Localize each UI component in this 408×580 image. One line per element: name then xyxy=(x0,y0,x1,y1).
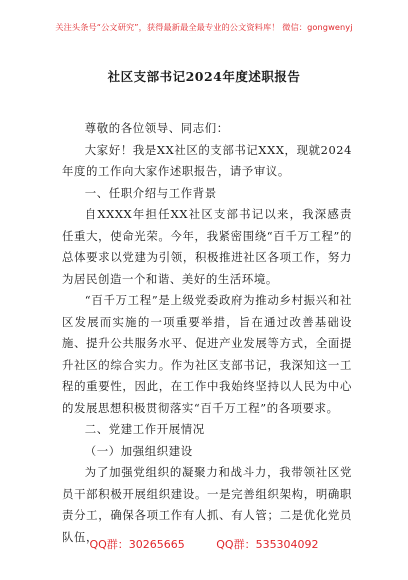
section-heading-1: 一、任职介绍与工作背景 xyxy=(84,185,217,200)
paragraph-appointment: 自XXXX年担任XX社区支部书记以来，我深感责任重大，使命光荣。今年，我紧密围绕“百千万工程”的总体要求以党建为引领，积极推进社区各项工作，努力为居民创造一个和谐、美好的生活环境。 xyxy=(62,207,352,286)
section-heading-2: 二、党建工作开展情况 xyxy=(84,422,205,436)
paragraph-organization: 为了加强党组织的凝聚力和战斗力，我带领社区党员干部积极开展组织建设。一是完善组织架构，明确职责分工，确保各项工作有人抓、有人管；二是优化党员队伍， xyxy=(62,465,352,544)
paragraph-intro: 大家好！我是XX社区的支部书记XXX，现就2024年度的工作向大家作述职报告，请予审议。 xyxy=(62,142,352,178)
salutation: 尊敬的各位领导、同志们： xyxy=(84,121,229,135)
subsection-heading-1: （一）加强组织建设 xyxy=(84,443,193,458)
document-title: 社区支部书记2024年度述职报告 xyxy=(107,69,301,84)
qq-group-2: QQ群：535304092 xyxy=(216,538,319,551)
qq-group-1: QQ群：30265665 xyxy=(89,538,185,551)
promo-banner: 关注头条号“公文研究”，获得最新最全最专业的公文资料库！ 微信：gongwenyj xyxy=(55,22,353,32)
paragraph-project: “百千万工程”是上级党委政府为推动乡村振兴和社区发展而实施的一项重要举措，旨在通过改善基础设施、提升公共服务水平、促进产业发展等方式，全面提升社区的综合实力。作为社区支部书记，我深知这一工程的重要性，因此，在工作中我始终坚持以人民为中心的发展思想积极贯彻落实“百千万工程”的各项要求。 xyxy=(62,293,352,415)
document-body xyxy=(62,118,352,548)
qq-group-footer xyxy=(0,536,408,552)
